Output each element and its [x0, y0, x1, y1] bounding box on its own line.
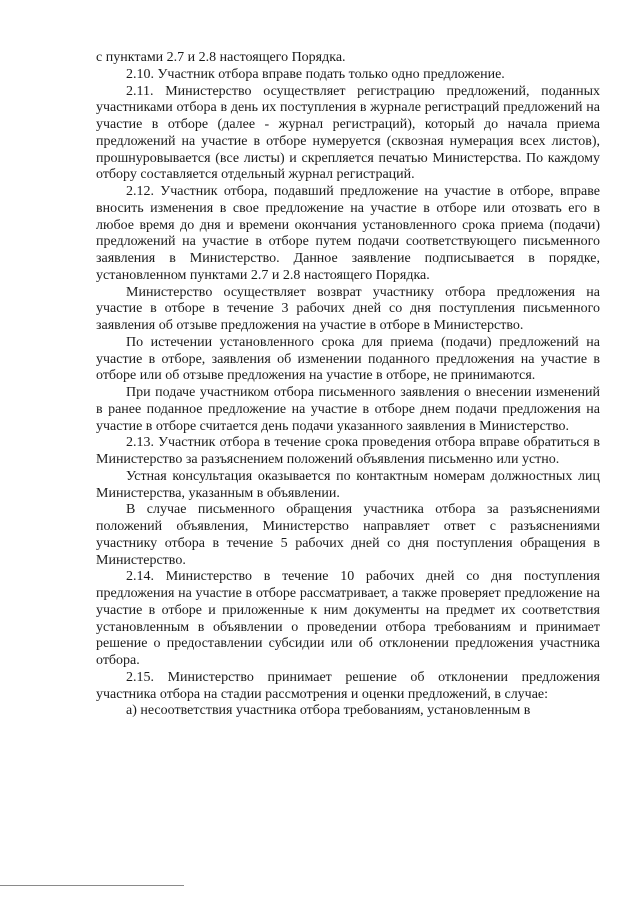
paragraph-deadline: По истечении установленного срока для приема (подачи) предложений на участие в отборе, заявления об изменении поданного предложения на участие в отборе или об отзыве предложения на участие в отборе, не принимаются. — [96, 334, 600, 384]
footnote-divider — [0, 885, 184, 886]
paragraph-return-offer: Министерство осуществляет возврат участнику отбора предложения на участие в отборе в течение 3 рабочих дней со дня поступления письменного заявления об отзыве предложения на участие в отборе в Министерство. — [96, 284, 600, 333]
paragraph-submission-date: При подаче участником отбора письменного заявления о внесении изменений в ранее поданное предложение на участие в отборе днем подачи предложения на участие в отборе считается день подачи указанного заявления в Министерство. — [96, 385, 600, 434]
paragraph-oral-consultation: Устная консультация оказывается по контактным номерам должностных лиц Министерства, указанным в объявлении. — [96, 468, 600, 501]
paragraph-2-10: 2.10. Участник отбора вправе подать только одно предложение. — [126, 66, 505, 82]
paragraph-continuation: с пунктами 2.7 и 2.8 настоящего Порядка. — [96, 50, 346, 65]
paragraph-2-11: 2.11. Министерство осуществляет регистрацию предложений, поданных участниками отбора в день их поступления в журнале регистраций предложений на участие в отборе (далее - журнал регистраций), который до начала приема предложений на участие в отборе нумеруется (сквозная нумерация всех листов), прошнуровывается (все листы) и скрепляется печатью Министерства. По каждому отбору составляется отдельный журнал регистраций. — [96, 83, 600, 183]
paragraph-item-a: а) несоответствия участника отбора требованиям, установленным в — [126, 703, 531, 719]
paragraph-written-request: В случае письменного обращения участника отбора за разъяснениями положений объявления, Министерство направляет ответ с разъяснениями участнику отбора в течение 5 рабочих дней со дня поступления обращения в Министерство. — [96, 502, 600, 568]
document-body — [96, 50, 600, 720]
paragraph-2-14: 2.14. Министерство в течение 10 рабочих дней со дня поступления предложения на участие в отборе рассматривает, а также проверяет предложение на участие в отборе и приложенные к ним документы на предмет их соответствия установленным в объявлении о проведении отбора требованиям и принимает решение о предоставлении субсидии или об отклонении предложения участника отбора. — [96, 569, 600, 668]
paragraph-2-12: 2.12. Участник отбора, подавший предложение на участие в отборе, вправе вносить изменения в свое предложение на участие в отборе или отозвать его в любое время до дня и времени окончания установленного срока приема (подачи) предложений на участие в отборе путем подачи соответствующего письменного заявления в Министерство. Данное заявление подписывается в порядке, установленном пунктами 2.7 и 2.8 настоящего Порядка. — [96, 184, 600, 283]
paragraph-2-15: 2.15. Министерство принимает решение об отклонении предложения участника отбора на стадии рассмотрения и оценки предложений, в случае: — [96, 669, 600, 702]
paragraph-2-13: 2.13. Участник отбора в течение срока проведения отбора вправе обратиться в Министерство за разъяснением положений объявления письменно или устно. — [96, 435, 600, 467]
